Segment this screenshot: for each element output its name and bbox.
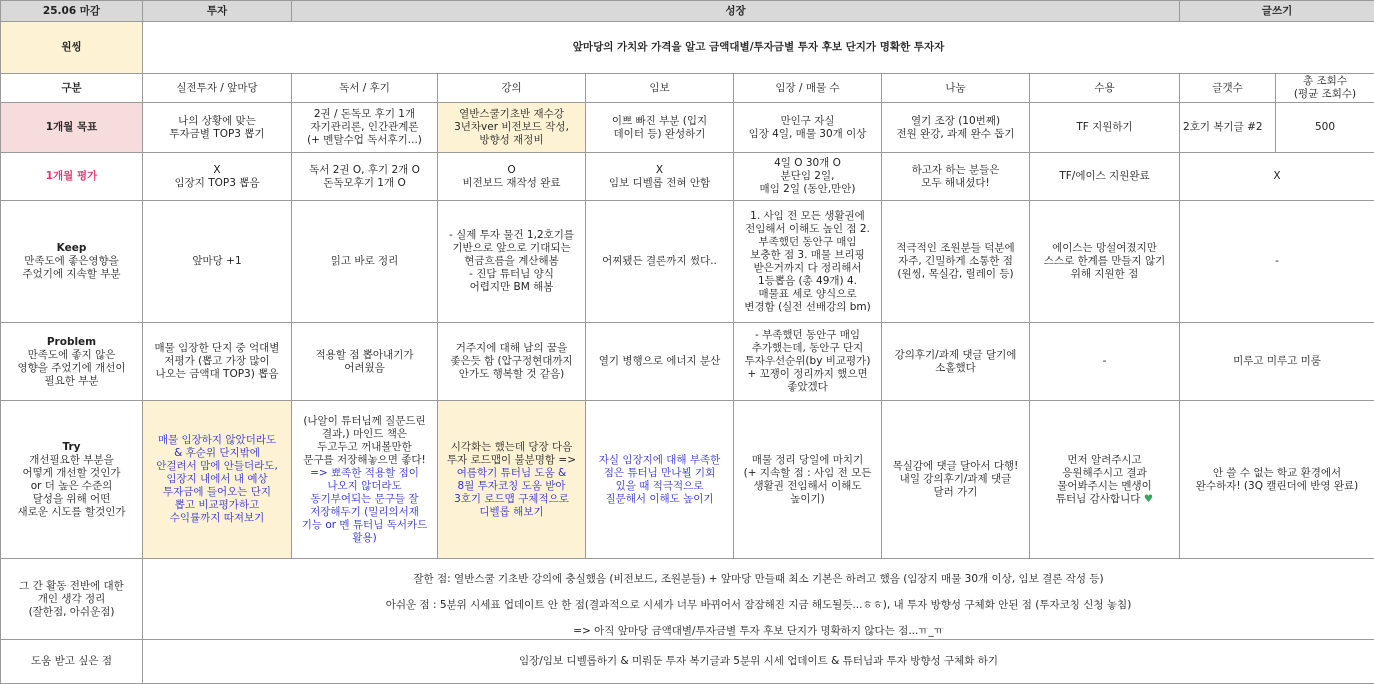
sourcing-label[interactable]: 원씽 — [1, 22, 143, 74]
writing-header[interactable]: 글쓰기 — [1180, 1, 1374, 22]
try-cell-part: 시각화는 했는데 당장 다음 투자 로드맵이 불분명함 => — [447, 441, 576, 466]
evaluation-cell[interactable]: O 비전보드 재작성 완료 — [438, 153, 586, 201]
goal-row — [1, 103, 1374, 153]
keep-desc: 만족도에 좋은영향을 주었기에 지속할 부분 — [23, 255, 121, 280]
col-header[interactable]: 임보 — [586, 74, 734, 103]
keep-cell[interactable]: 읽고 바로 정리 — [292, 201, 438, 323]
help-label[interactable]: 도움 받고 싶은 점 — [1, 640, 143, 684]
reflection-row — [1, 559, 1374, 640]
try-cell[interactable]: 매물 임장하지 않았더라도 & 후순위 단지밖에 안걸려서 맘에 안들더라도, 임장지 내에서 내 예상 투자금에 들어오는 단지 뽑고 비교평가하고 수익률까지 따져보기 — [143, 401, 292, 559]
evaluation-cell[interactable]: X 임보 디벨롭 전혀 안함 — [586, 153, 734, 201]
goal-cell[interactable]: 2권 / 돈독모 후기 1개 자기관리론, 인간관계론 (+ 멘탈수업 독서후기...) — [292, 103, 438, 153]
keep-title: Keep — [57, 242, 87, 254]
keep-row — [1, 201, 1374, 323]
try-cell[interactable] — [438, 401, 586, 559]
keep-cell[interactable]: 앞마당 +1 — [143, 201, 292, 323]
evaluation-cell[interactable]: 4일 O 30개 O 분단임 2일, 매임 2일 (동안,만안) — [734, 153, 882, 201]
problem-cell[interactable]: - 부족했던 동안구 매임 추가했는데, 동안구 단지 투자우선순위(by 비교평가) + 꼬쟁이 정리까지 했으면 좋았겠다 — [734, 323, 882, 401]
try-cell-part: 먼저 알려주시고 응원해주시고 결과 물어봐주시는 멘생이 튜터님 감사합니다 — [1056, 454, 1152, 505]
goal-cell[interactable]: 나의 상황에 맞는 투자금별 TOP3 뽑기 — [143, 103, 292, 153]
sourcing-text[interactable]: 앞마당의 가치와 가격을 알고 금액대별/투자금별 투자 후보 단지가 명확한 투자자 — [143, 22, 1374, 74]
col-header[interactable]: 수용 — [1030, 74, 1180, 103]
goal-cell[interactable]: 이쁘 빠진 부분 (입지 데이터 등) 완성하기 — [586, 103, 734, 153]
try-cell[interactable]: 목실감에 댓글 달아서 다행! 내일 강의후기/과제 댓글 달러 가기 — [882, 401, 1030, 559]
col-header[interactable]: 임장 / 매물 수 — [734, 74, 882, 103]
sourcing-row — [1, 22, 1374, 74]
try-cell[interactable]: 안 쓸 수 없는 학교 환경에서 완수하자! (3Q 캘린더에 반영 완료) — [1180, 401, 1374, 559]
try-row — [1, 401, 1374, 559]
keep-cell[interactable]: - 실제 투자 물건 1,2호기를 기반으로 앞으로 기대되는 현금흐름을 계산해봄 - 진담 튜터님 양식 어렵지만 BM 해봄 — [438, 201, 586, 323]
col-header[interactable]: 나눔 — [882, 74, 1030, 103]
try-title: Try — [62, 441, 80, 453]
keep-cell[interactable]: 1. 사임 전 모든 생활권에 전임해서 이해도 높인 점 2. 부족했던 동안구 매임 보충한 점 3. 매물 브리핑 받은거까지 다 정리해서 1등뽑음 (총 49개) 4. 매물표 세로 양식으로 변경함 (실전 선배강의 bm) — [734, 201, 882, 323]
try-cell[interactable] — [292, 401, 438, 559]
col-header[interactable]: 독서 / 후기 — [292, 74, 438, 103]
try-cell-part: 여름학기 튜터님 도움 & 8월 투자코칭 도움 받아 3호기 로드맵 구체적으로 디벨롭 해보기 — [454, 467, 569, 518]
keep-cell[interactable]: 에이스는 망설여졌지만 스스로 한계를 만들지 않기 위해 지원한 점 — [1030, 201, 1180, 323]
reflection-text[interactable] — [143, 559, 1374, 640]
evaluation-cell[interactable]: X — [1180, 153, 1374, 201]
keep-cell[interactable]: 적극적인 조원분들 덕분에 자주, 긴밀하게 소통한 점 (원씽, 목실감, 릴레이 등) — [882, 201, 1030, 323]
reflection-conclusion: => 아직 앞마당 금액대별/투자금별 투자 후보 단지가 명확하지 않다는 점...ㅠ_ㅠ — [573, 625, 944, 637]
goal-cell[interactable]: 만인구 자실 임장 4일, 매물 30개 이상 — [734, 103, 882, 153]
help-row — [1, 640, 1374, 684]
evaluation-label[interactable]: 1개월 평가 — [1, 153, 143, 201]
col-header[interactable]: 실전투자 / 앞마당 — [143, 74, 292, 103]
col-header[interactable]: 총 조회수 (평균 조회수) — [1276, 74, 1374, 103]
goal-cell[interactable]: 500 — [1276, 103, 1374, 153]
col-header[interactable]: 강의 — [438, 74, 586, 103]
evaluation-cell[interactable]: 하고자 하는 분들은 모두 해내셨다! — [882, 153, 1030, 201]
invest-header[interactable]: 투자 — [143, 1, 292, 22]
col-header[interactable]: 글갯수 — [1180, 74, 1276, 103]
try-desc: 개선필요한 부분을 어떻게 개선할 것인가 or 더 높은 수준의 달성을 위해 어떤 새로운 시도를 할것인가 — [17, 454, 125, 518]
problem-row — [1, 323, 1374, 401]
evaluation-row — [1, 153, 1374, 201]
columns-label[interactable]: 구분 — [1, 74, 143, 103]
keep-cell[interactable]: 어찌됐든 결론까지 썼다.. — [586, 201, 734, 323]
evaluation-cell[interactable]: TF/에이스 지원완료 — [1030, 153, 1180, 201]
problem-cell[interactable]: 적용할 점 뽑아내기가 어려웠음 — [292, 323, 438, 401]
goal-label[interactable]: 1개월 목표 — [1, 103, 143, 153]
help-text[interactable]: 임장/임보 디벨롭하기 & 미뤄둔 투자 복기글과 5분위 시세 업데이트 & 튜터님과 투자 방향성 구체화 하기 — [143, 640, 1374, 684]
header-row — [1, 1, 1374, 22]
try-cell-part: => 뾰족한 적용할 점이 나오지 않더라도 동기부여되는 문구들 잘 저장해두기 (밀리의서재 기능 or 멘 튜터님 독서카드 활용) — [302, 467, 428, 544]
problem-cell[interactable]: 거주지에 대해 남의 꿈을 좇은듯 함 (압구정현대까지 안가도 행복할 것 같음) — [438, 323, 586, 401]
goal-cell[interactable]: TF 지원하기 — [1030, 103, 1180, 153]
goal-cell[interactable]: 열반스쿨기초반 재수강 3년차ver 비전보드 작성, 방향성 재정비 — [438, 103, 586, 153]
problem-label-cell[interactable] — [1, 323, 143, 401]
deadline-cell[interactable]: 25.06 마감 — [1, 1, 143, 22]
keep-label-cell[interactable] — [1, 201, 143, 323]
problem-desc: 만족도에 좋지 않은 영향을 주었기에 개선이 필요한 부분 — [17, 349, 125, 387]
evaluation-cell[interactable]: 독서 2권 O, 후기 2개 O 돈독모후기 1개 O — [292, 153, 438, 201]
problem-cell[interactable]: 열기 병행으로 에너지 분산 — [586, 323, 734, 401]
growth-header[interactable]: 성장 — [292, 1, 1180, 22]
goal-cell[interactable]: 2호기 복기글 #2 — [1180, 103, 1276, 153]
problem-cell[interactable]: 미루고 미루고 미룸 — [1180, 323, 1374, 401]
keep-cell[interactable]: - — [1180, 201, 1374, 323]
try-cell[interactable]: 자실 임장지에 대해 부족한 점은 튜터님 만나뵐 기회 있을 때 적극적으로 질문해서 이해도 높이기 — [586, 401, 734, 559]
try-cell-part: (나알이 튜터님께 질문드린 결과,) 마인드 책은 두고두고 꺼내볼만한 문구를 저장해놓으면 좋다! — [303, 415, 425, 466]
problem-title: Problem — [47, 336, 96, 348]
columns-row — [1, 74, 1374, 103]
problem-cell[interactable]: - — [1030, 323, 1180, 401]
problem-cell[interactable]: 강의후기/과제 댓글 달기에 소홀했다 — [882, 323, 1030, 401]
try-cell[interactable]: 매물 정리 당일에 마치기 (+ 지속할 점 : 사임 전 모든 생활권 전임해서 이해도 높이기) — [734, 401, 882, 559]
try-cell[interactable] — [1030, 401, 1180, 559]
reflection-good: 잘한 점: 열반스쿨 기초반 강의에 충실했음 (비전보드, 조원분들) + 앞마당 만들때 최소 기본은 하려고 했음 (임장지 매물 30개 이상, 임보 결론 작성 등) — [413, 573, 1103, 585]
reflection-bad: 아쉬운 점 : 5분위 시세표 업데이트 안 한 점(결과적으로 시세가 너무 바뀌어서 잠잠해진 지금 해도될듯...ㅎㅎ), 내 투자 방향성 구체화 안된 점 (투자코칭 신청 놓침) — [386, 599, 1132, 611]
green-heart-icon: ♥ — [1144, 493, 1153, 505]
try-label-cell[interactable] — [1, 401, 143, 559]
evaluation-cell[interactable]: X 임장지 TOP3 뽑음 — [143, 153, 292, 201]
problem-cell[interactable]: 매물 임장한 단지 중 억대별 저평가 (뽑고 가장 많이 나오는 금액대 TOP3) 뽑음 — [143, 323, 292, 401]
goal-cell[interactable]: 열기 조장 (10번째) 전원 완강, 과제 완수 돕기 — [882, 103, 1030, 153]
reflection-label[interactable]: 그 간 활동 전반에 대한 개인 생각 정리 (잘한점, 아쉬운점) — [1, 559, 143, 640]
